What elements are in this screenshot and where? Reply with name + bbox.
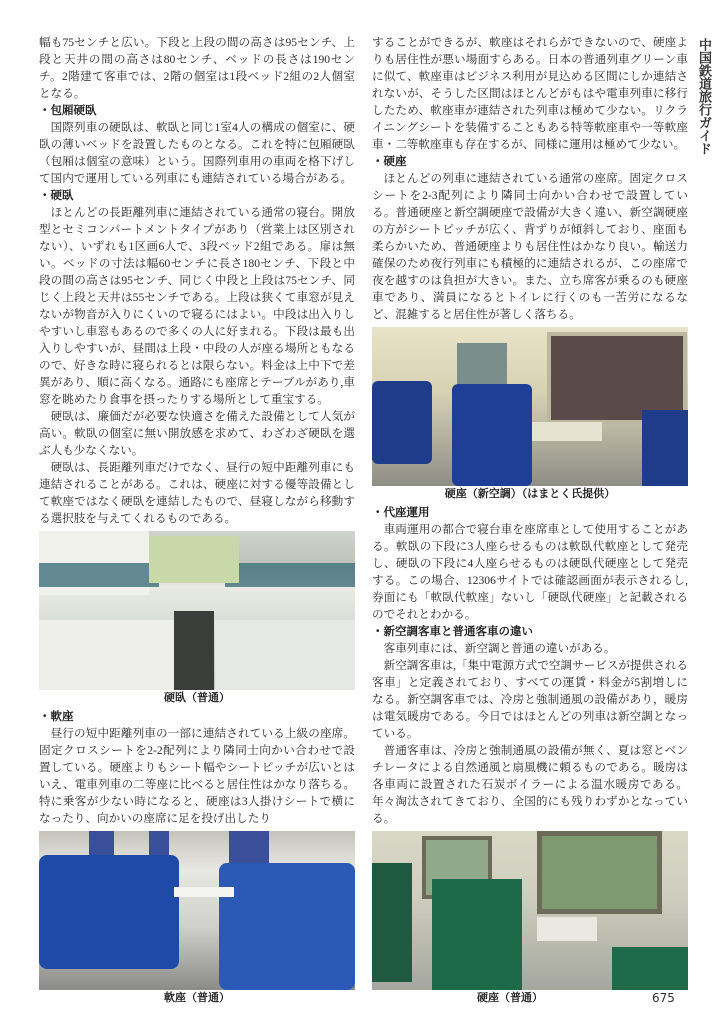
section-heading: ・ 代座運用: [372, 504, 688, 521]
right-column-text: [372, 34, 688, 323]
paragraph: ほとんどの長距離列車に連結されている通常の寝台。開放型とセミコンパートメントタイプがあり（営業上は区別されない）、いずれも1区画6人で、3段ベッド2組である。扉は無い。ベッドの寸法は幅60センチに長さ180センチ、下段と中段の間の高さは95センチ、同じく中段と上段は75センチ、同じく上段と天井は55センチである。上段は狭くて車窓が見えないが物音が入りにくいので寝るにはよい。中段は出入りしやすいし車窓もあるので多くの人に好まれる。下段は最も出入りしやすいが、昼間は上段・中段の人が座る場所ともなるので、好きな時に寝られるとは限らない。料金は上中下で差異があり、順に高くなる。通路にも座席とテーブルがあり,車窓を眺めたり食事を摂ったりする場所として重宝する。: [39, 206, 355, 406]
photo-soft-seat: [39, 831, 355, 990]
paragraph: 新空調客車は,「集中電源方式で空調サービスが提供される客車」と定義されており、すべての運賃・料金が5割増しになる。新空調客車では、冷房と強制通風の設備があり，暖房は電気暖房である。今日ではほとんどの列車は新空調となっている。: [372, 659, 688, 740]
paragraph: 車両運用の都合で寝台車を座席車として使用することがある。軟臥の下段に3人座らせるものは軟臥代軟座として発売し、硬臥の下段に4人座らせるものは硬臥代硬座として発売する。この場合、12306サイトでは確認画面が表示されるし,券面にも「軟臥代軟座」ないし「硬臥代硬座」と記載されるのでそれとわかる。: [372, 523, 688, 621]
section-heading: ・ 包厢硬臥: [39, 102, 355, 119]
paragraph: 硬臥は、廉価だが必要な快適さを備えた設備として人気が高い。軟臥の個室に無い開放感を求めて、わざわざ硬臥を選ぶ人も少なくない。: [39, 410, 355, 457]
photo-caption: 軟座（普通）: [164, 991, 230, 1004]
section-heading: ・ 軟座: [39, 708, 355, 725]
section-heading: ・ 新空調客車と普通客車の違い: [372, 623, 688, 640]
photo-caption: 硬座（新空調）（はまとく氏提供）: [444, 487, 616, 500]
left-column-text: [39, 34, 355, 527]
paragraph: 幅も75センチと広い。下段と上段の間の高さは95センチ、上段と天井の間の高さは80センチ、ベッドの長さは190センチ。2階建て客車では、2階の個室は1段ベッド2組の2人個室となる。: [39, 36, 355, 100]
paragraph: ほとんどの列車に連結されている通常の座席。固定クロスシートを2-3配列により隣同士向かい合わせで設置している。普通硬座と新空調硬座で設備が大きく違い、新空調硬座の方がシートピッチが広く、背ずりが傾斜しており、座面も柔らかいため、普通硬座よりも居住性はかなり良い。輸送力確保のため夜行列車にも積極的に連結されるが、この座席で夜を越すのは負担が大きい。また、立ち席客が乗るのも硬座車であり、満員になるとトイレに行くのも一苦労になるなど、混雑すると居住性が著しく落ちる。: [372, 172, 688, 321]
right-column: [372, 34, 688, 1008]
section-heading: ・ 硬座: [372, 153, 688, 170]
paragraph: 客車列車には、新空調と普通の違いがある。: [383, 642, 616, 655]
photo-hard-seat-new-ac: [372, 327, 688, 486]
paragraph: 昼行の短中距離列車の一部に連結されている上級の座席。固定クロスシートを2-2配列により隣同士向かい合わせで設置している。硬座よりもシート幅やシートピッチが広いとはいえ、電車列車の二等座に比べると居住性はかなり落ちる。特に乗客が少ない時になると、硬座は3人掛けシートで横になったり、向かいの座席に足を投げ出したり: [39, 727, 355, 825]
left-column: [39, 34, 355, 1008]
photo-caption: 硬臥（普通）: [164, 691, 230, 704]
paragraph: 硬臥は、長距離列車だけでなく、昼行の短中距離列車にも連結されることがある。これは、硬座に対する優等設備として軟座ではなく硬臥を連結したもので、昼寝しながら移動する選択肢を与えてくれるものである。: [39, 461, 355, 525]
photo-hard-sleeper: [39, 531, 355, 690]
paragraph: 普通客車は、冷房と強制通風の設備が無く、夏は窓とベンチレータによる自然通風と扇風機に頼るものである。暖房は各車両に設置された石炭ボイラーによる温水暖房である。年々淘汰されてきており、全国的にも残りわずかとなっている。: [372, 744, 688, 825]
paragraph: 国際列車の硬臥は、軟臥と同じ1室4人の構成の個室に、硬臥の薄いベッドを設置したものとなる。これを特に包厢硬臥（包厢は個室の意味）という。国際列車用の車両を格下げして国内で運用している列車にも連結されている場合がある。: [39, 121, 355, 185]
photo-hard-seat-normal: [372, 831, 688, 990]
running-title: 中国鉄道旅行ガイド: [696, 38, 711, 155]
photo-caption: 硬座（普通）: [477, 991, 543, 1004]
section-heading: ・ 硬臥: [39, 187, 355, 204]
left-column-text-2: [39, 708, 355, 827]
paragraph: することができるが、軟座はそれらができないので、硬座よりも居住性が悪い場面すらある。日本の普通列車グリーン車に似て、軟座車はビジネス利用が見込める区間にしか連結されないが、そうした区間はほとんどがもはや電車列車に移行したため、軟座車が連結された列車は極めて少ない。リクライニングシートを装備することもある特等軟座車や一等軟座車・二等軟座車も存在するが、同様に運用は極めて少ない。: [372, 36, 688, 151]
page-number: 675: [652, 991, 675, 1005]
right-column-text-2: [372, 504, 688, 827]
